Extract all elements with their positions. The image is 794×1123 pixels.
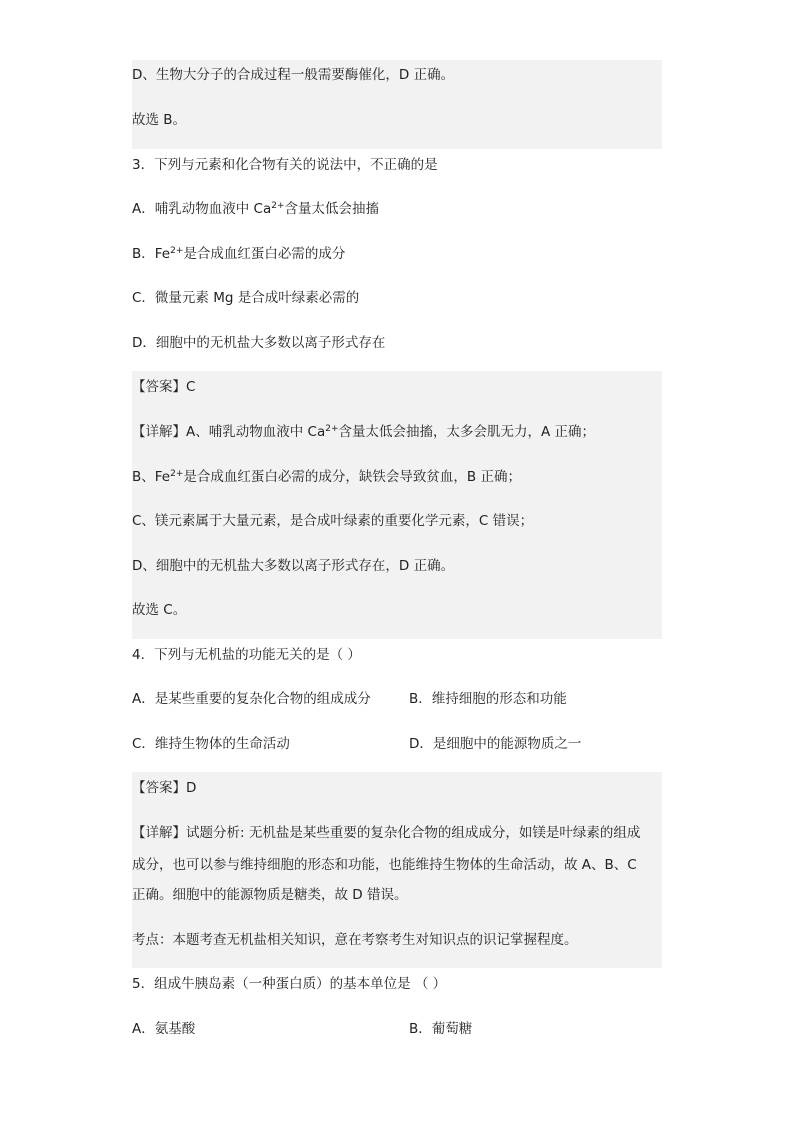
q4-option-a: A．是某些重要的复杂化合物的组成成分 bbox=[132, 691, 371, 707]
q3-option-c: C．微量元素 Mg 是合成叶绿素必需的 bbox=[132, 290, 360, 306]
q4-option-b: B．维持细胞的形态和功能 bbox=[409, 691, 567, 707]
q4-kaodian: 考点：本题考查无机盐相关知识，意在考察考生对知识点的识记掌握程度。 bbox=[132, 932, 578, 948]
q3-option-b bbox=[132, 243, 662, 265]
q3-answer: 【答案】C bbox=[132, 379, 196, 395]
q3-option-b-post: 是合成血红蛋白必需的成分 bbox=[183, 246, 346, 262]
q3-stem: 3．下列与元素和化合物有关的说法中，不正确的是 bbox=[132, 157, 438, 173]
q3-explain-b-pre: B、Fe bbox=[132, 469, 171, 485]
q4-options-row1 bbox=[132, 688, 662, 710]
q3-explain-a-pre: 【详解】A、哺乳动物血液中 Ca bbox=[132, 424, 326, 440]
q3-explain-a-sup: 2+ bbox=[325, 424, 339, 434]
q3-explain-b bbox=[132, 466, 662, 488]
q5-option-b: B．葡萄糖 bbox=[409, 1021, 473, 1037]
q3-explain-a-post: 含量太低会抽搐，太多会肌无力，A 正确； bbox=[338, 424, 596, 440]
q3-option-a-sup: 2+ bbox=[271, 201, 285, 211]
q5-option-a: A．氨基酸 bbox=[132, 1021, 196, 1037]
q4-explain-line3: 正确。细胞中的能源物质是糖类，故 D 错误。 bbox=[132, 887, 408, 903]
q3-explain-c: C、镁元素属于大量元素，是合成叶绿素的重要化学元素，C 错误； bbox=[132, 513, 534, 529]
q3-option-b-sup: 2+ bbox=[170, 246, 184, 256]
q5-options-row1 bbox=[132, 1018, 662, 1040]
q4-option-d: D．是细胞中的能源物质之一 bbox=[409, 736, 582, 752]
q4-explain-line2: 成分，也可以参与维持细胞的形态和功能，也能维持生物体的生命活动，故 A、B、C bbox=[132, 857, 637, 873]
q4-options-row2 bbox=[132, 733, 662, 755]
q5-stem: 5．组成牛胰岛素（一种蛋白质）的基本单位是 （ ） bbox=[132, 976, 447, 992]
q3-choose: 故选 C。 bbox=[132, 602, 187, 618]
q3-option-d: D．细胞中的无机盐大多数以离子形式存在 bbox=[132, 335, 386, 351]
q3-option-a-pre: A．哺乳动物血液中 Ca bbox=[132, 201, 272, 217]
q3-explain-a bbox=[132, 421, 662, 443]
q4-option-c: C．维持生物体的生命活动 bbox=[132, 736, 290, 752]
q4-explain-line1: 【详解】试题分析: 无机盐是某些重要的复杂化合物的组成成分，如镁是叶绿素的组成 bbox=[132, 825, 641, 841]
q2-explain-d: D、生物大分子的合成过程一般需要酶催化，D 正确。 bbox=[132, 67, 455, 83]
q4-answer: 【答案】D bbox=[132, 780, 197, 796]
q2-choose: 故选 B。 bbox=[132, 112, 187, 128]
q3-explain-b-sup: 2+ bbox=[170, 469, 184, 479]
q3-option-b-pre: B．Fe bbox=[132, 246, 171, 262]
q3-explain-b-post: 是合成血红蛋白必需的成分，缺铁会导致贫血，B 正确； bbox=[183, 469, 521, 485]
q3-option-a-post: 含量太低会抽搐 bbox=[284, 201, 380, 217]
q3-explain-d: D、细胞中的无机盐大多数以离子形式存在，D 正确。 bbox=[132, 558, 455, 574]
q3-option-a bbox=[132, 198, 662, 220]
q4-stem: 4．下列与无机盐的功能无关的是（ ） bbox=[132, 647, 361, 663]
